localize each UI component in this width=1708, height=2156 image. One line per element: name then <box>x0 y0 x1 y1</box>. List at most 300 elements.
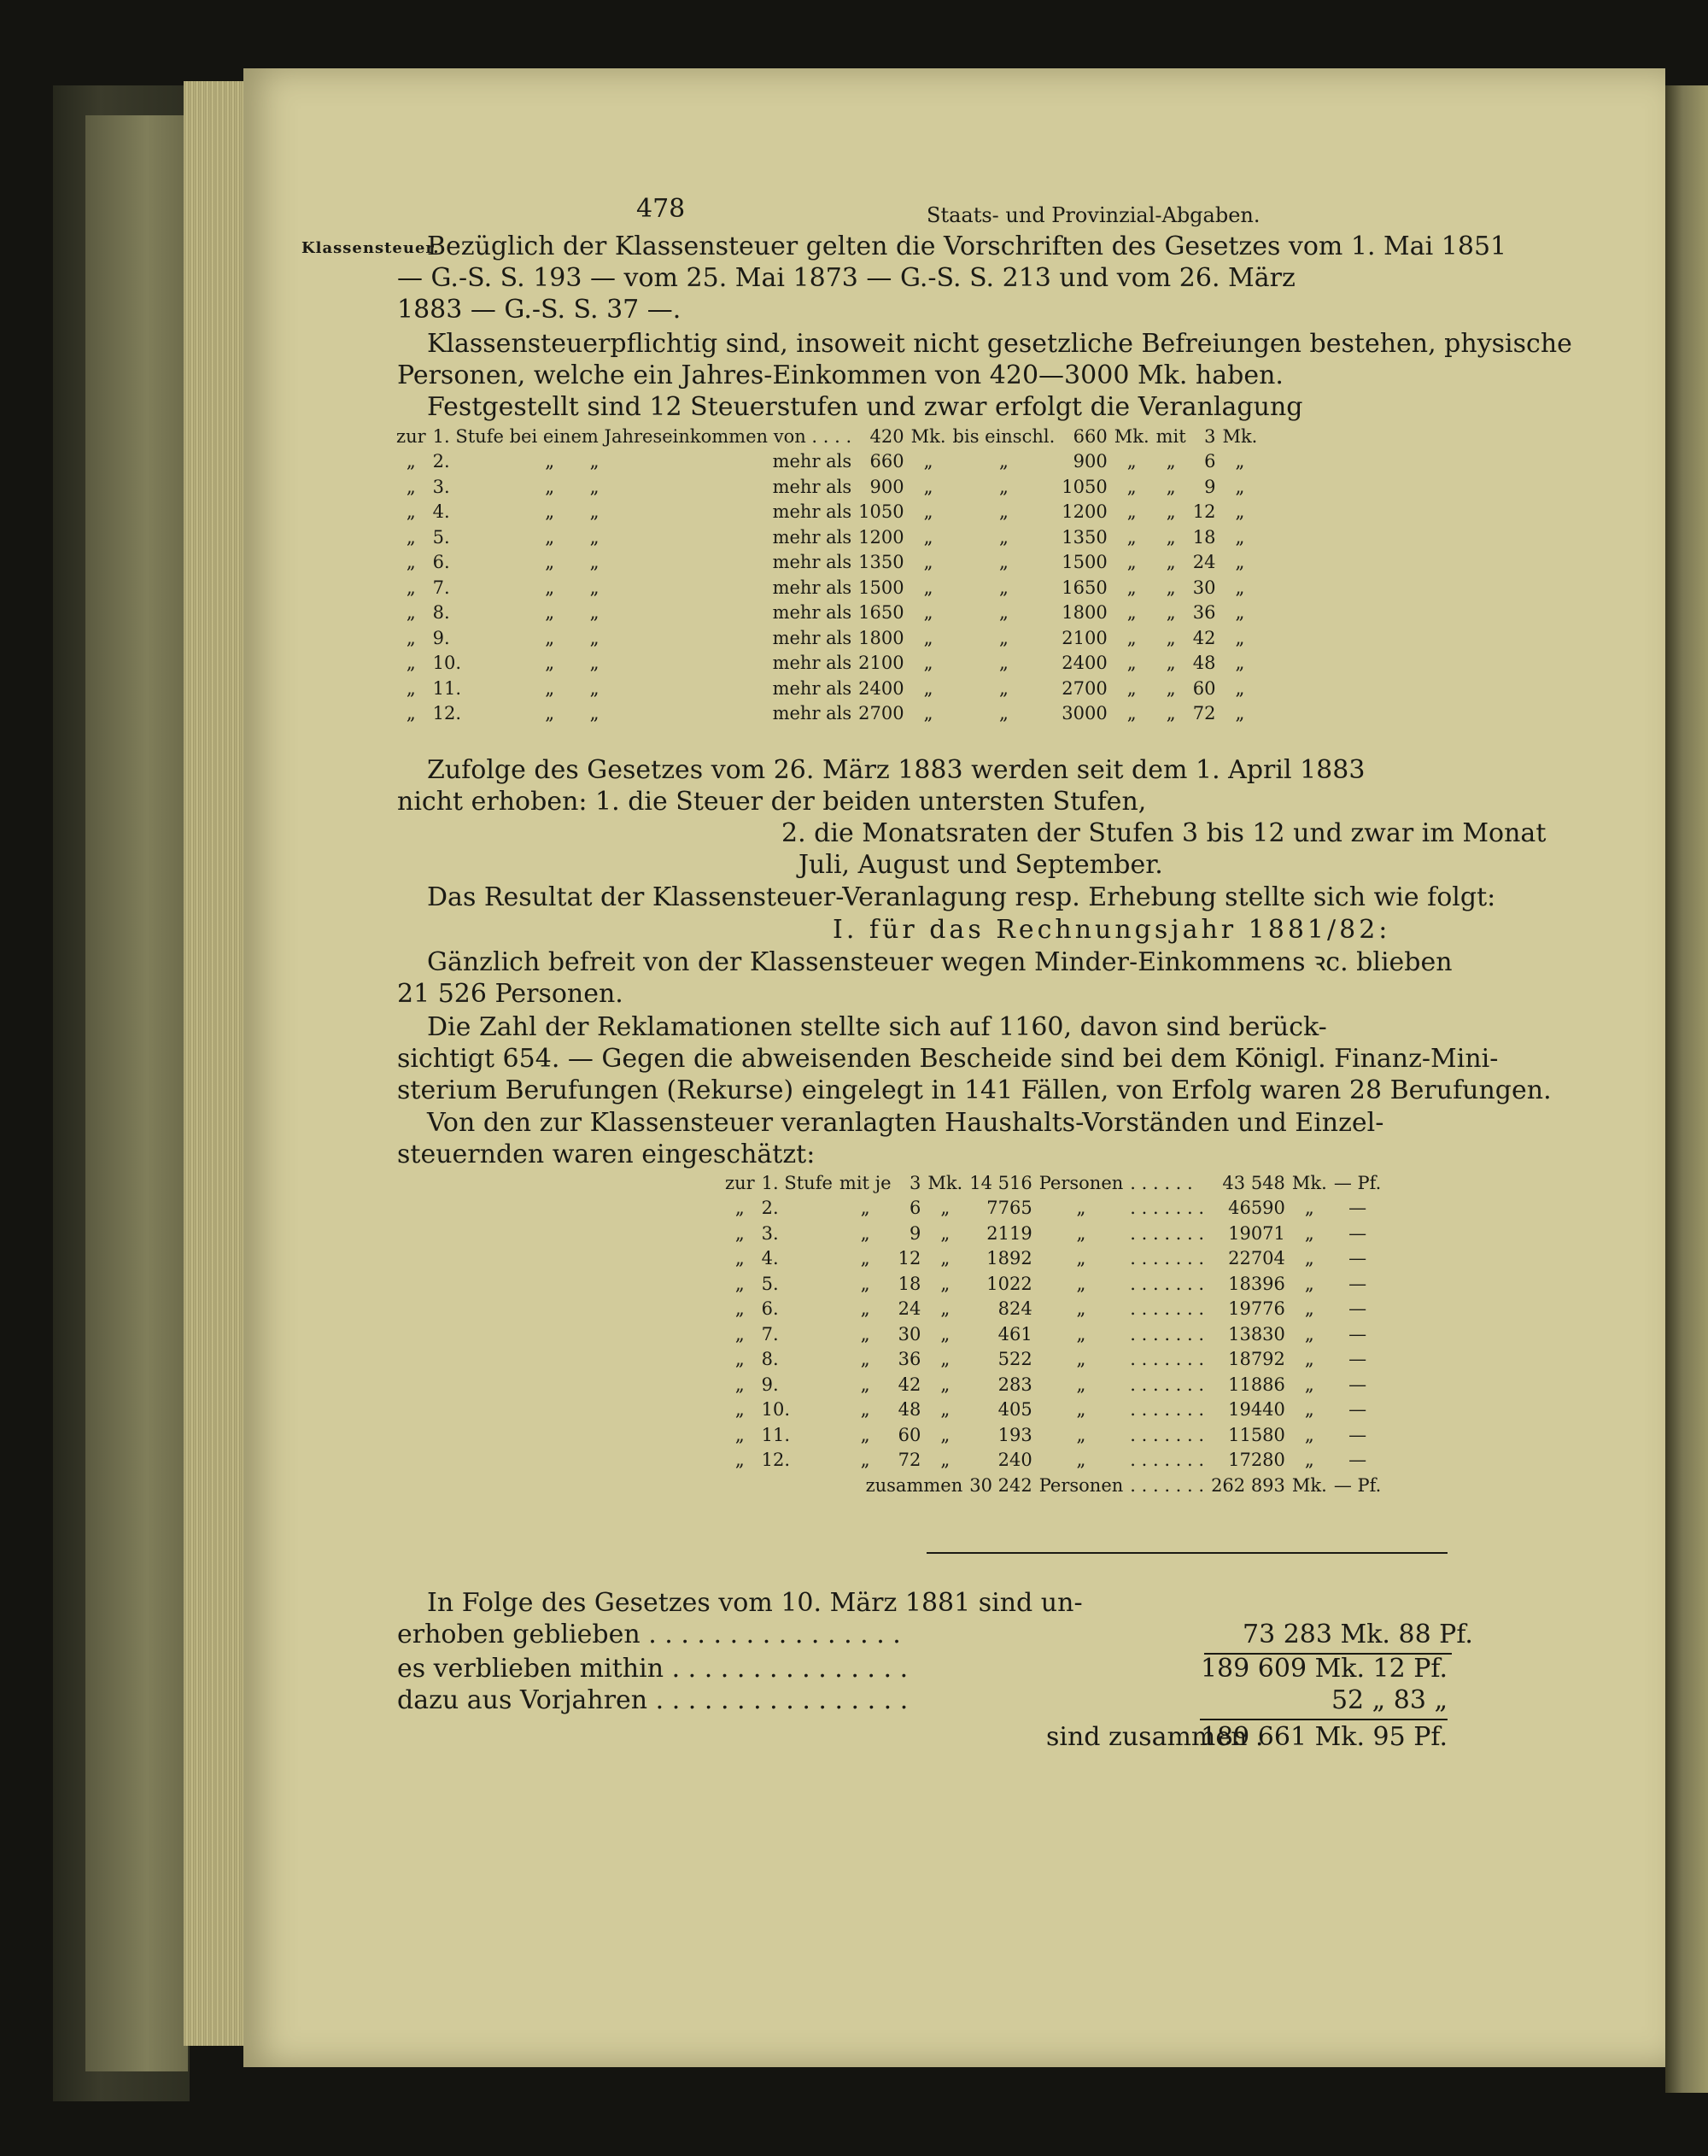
ditto-mark: „ <box>998 501 1009 523</box>
sum-value: 11580 <box>1228 1424 1285 1445</box>
assessment-row <box>722 1422 1384 1448</box>
ditto-mark: „ <box>406 703 416 724</box>
ditto-mark: „ <box>406 476 416 497</box>
ditto-mark: „ <box>940 1424 951 1445</box>
mehr-als-label: mehr als <box>772 627 852 648</box>
mit-label: mit <box>1155 425 1186 447</box>
ditto-mark: „ <box>1166 451 1176 472</box>
ditto-mark: „ <box>545 501 555 523</box>
person-count: 14 516 <box>969 1172 1032 1193</box>
ditto-mark: „ <box>1304 1450 1314 1471</box>
stufe-number: 2. <box>761 1198 779 1219</box>
ditto-mark: „ <box>406 501 416 523</box>
ditto-mark: „ <box>940 1374 951 1395</box>
rate-value: 72 <box>898 1450 921 1471</box>
ditto-mark: „ <box>1304 1222 1314 1244</box>
leader-dots: . . . . . . . <box>1130 1349 1205 1370</box>
ditto-mark: „ <box>923 501 933 523</box>
ditto-mark: „ <box>1126 677 1137 699</box>
pf-value: — Pf. <box>1333 1172 1382 1193</box>
leader-dots: . . . . . . . <box>1130 1474 1205 1496</box>
ditto-mark: „ <box>1166 577 1176 598</box>
ditto-mark: „ <box>998 627 1009 648</box>
assessment-row <box>722 1448 1384 1473</box>
von-value: 1500 <box>858 577 904 598</box>
bis-value: 1500 <box>1062 552 1108 573</box>
assessment-row <box>722 1372 1384 1397</box>
ditto-mark: „ <box>589 501 600 523</box>
sum-value: 46590 <box>1228 1198 1285 1219</box>
ditto-mark: „ <box>1076 1399 1086 1421</box>
leader-dots: . . . . . . . <box>1130 1450 1205 1471</box>
stufe-number: 6. <box>761 1298 779 1320</box>
assessment-row <box>722 1196 1384 1222</box>
stufe-number: 5. <box>432 526 450 548</box>
bis-value: 1350 <box>1062 526 1108 548</box>
zufolge-line-3: 2. die Monatsraten der Stufen 3 bis 12 und zwar im Monat <box>781 818 1547 848</box>
leader-dots: . . . . . . . <box>1130 1273 1205 1294</box>
ditto-mark: „ <box>998 653 1009 674</box>
ditto-mark: „ <box>545 476 555 497</box>
ditto-mark: „ <box>589 577 600 598</box>
von-value: 1200 <box>858 526 904 548</box>
ditto-mark: „ <box>589 653 600 674</box>
assessment-row <box>722 1347 1384 1373</box>
intro-line-2: — G.-S. S. 193 — vom 25. Mai 1873 — G.-S. S. 213 und vom 26. März <box>397 263 1296 293</box>
ditto-mark: „ <box>998 677 1009 699</box>
rate-value: 30 <box>898 1323 921 1345</box>
intro-line-3: 1883 — G.-S. S. 37 —. <box>397 295 681 325</box>
ditto-mark: „ <box>545 577 555 598</box>
ditto-mark: „ <box>1166 476 1176 497</box>
ditto-mark: „ <box>923 552 933 573</box>
ditto-mark: „ <box>1235 627 1245 648</box>
mit-value: 24 <box>1192 552 1216 573</box>
ditto-mark: „ <box>1235 501 1245 523</box>
mehr-als-label: mehr als <box>772 577 852 598</box>
stufe-number: 9. <box>761 1374 779 1395</box>
ditto-mark: „ <box>923 602 933 624</box>
ditto-mark: „ <box>940 1298 951 1320</box>
von-value: 660 <box>869 451 904 472</box>
sum-value: 18396 <box>1228 1273 1285 1294</box>
personen-label: Personen <box>1038 1474 1124 1496</box>
ditto-mark: „ <box>1076 1198 1086 1219</box>
para2-line-2: Personen, welche ein Jahres-Einkommen von 420—3000 Mk. haben. <box>397 360 1284 390</box>
ditto-mark: „ <box>734 1424 745 1445</box>
ditto-mark: „ <box>923 451 933 472</box>
ditto-mark: „ <box>923 703 933 724</box>
ditto-mark: „ <box>734 1399 745 1421</box>
leader-dots: . . . . . . . <box>1130 1222 1205 1244</box>
stufe-number: 9. <box>432 627 450 648</box>
ditto-mark: „ <box>1126 653 1137 674</box>
ditto-mark: „ <box>998 451 1009 472</box>
ditto-mark: „ <box>1076 1450 1086 1471</box>
assessment-row <box>722 1321 1384 1347</box>
pf-value: — <box>1348 1273 1367 1294</box>
ditto-mark: „ <box>545 552 555 573</box>
ditto-mark: „ <box>1304 1323 1314 1345</box>
ditto-mark: „ <box>406 677 416 699</box>
mk-unit: Mk. <box>1291 1474 1327 1496</box>
pf-value: — <box>1348 1349 1367 1370</box>
verblieben-value: 189 609 Mk. 12 Pf. <box>1200 1654 1448 1684</box>
bis-value: 1800 <box>1062 602 1108 624</box>
ditto-mark: „ <box>1166 501 1176 523</box>
pf-value: — <box>1348 1248 1367 1269</box>
ditto-mark: „ <box>860 1450 870 1471</box>
bis-value: 1050 <box>1062 476 1108 497</box>
mk-unit: Mk. <box>1114 425 1149 447</box>
intro-line-1: Bezüglich der Klassensteuer gelten die Vorschriften des Gesetzes vom 1. Mai 1851 <box>427 231 1507 261</box>
person-count: 193 <box>997 1424 1032 1445</box>
ditto-mark: „ <box>406 627 416 648</box>
ditto-mark: „ <box>1076 1424 1086 1445</box>
ditto-mark: „ <box>1235 476 1245 497</box>
ditto-mark: „ <box>589 677 600 699</box>
ditto-mark: „ <box>734 1273 745 1294</box>
total-pf: — Pf. <box>1333 1474 1382 1496</box>
ditto-mark: „ <box>998 602 1009 624</box>
ditto-mark: „ <box>589 552 600 573</box>
ditto-mark: „ <box>1076 1298 1086 1320</box>
ditto-mark: „ <box>923 677 933 699</box>
stufe-number: 8. <box>761 1349 779 1370</box>
steuerstufe-row <box>393 625 1261 651</box>
ditto-mark: „ <box>1166 602 1176 624</box>
ditto-mark: „ <box>860 1374 870 1395</box>
ditto-mark: „ <box>1304 1198 1314 1219</box>
ditto-mark: „ <box>545 677 555 699</box>
sum-value: 19071 <box>1228 1222 1285 1244</box>
person-count: 2119 <box>986 1222 1032 1244</box>
ditto-mark: „ <box>1126 501 1137 523</box>
von-value: 2100 <box>858 653 904 674</box>
steuerstufen-table <box>393 424 1261 726</box>
ditto-mark: „ <box>734 1222 745 1244</box>
mk-unit: Mk. <box>910 425 946 447</box>
ditto-mark: „ <box>734 1323 745 1345</box>
mk-unit: Mk. <box>1222 425 1258 447</box>
bis-value: 2400 <box>1062 653 1108 674</box>
sum-value: 17280 <box>1228 1450 1285 1471</box>
ditto-mark: „ <box>1126 602 1137 624</box>
von-den-line-1: Von den zur Klassensteuer veranlagten Haushalts-Vorständen und Einzel- <box>427 1108 1384 1138</box>
ditto-mark: „ <box>1304 1424 1314 1445</box>
reklamationen-line-3: sterium Berufungen (Rekurse) eingelegt in 141 Fällen, von Erfolg waren 28 Berufungen. <box>397 1075 1552 1105</box>
assessment-row <box>722 1170 1384 1196</box>
zufolge-line-4: Juli, August und September. <box>798 850 1163 880</box>
mehr-als-label: mehr als <box>772 653 852 674</box>
steuerstufe-row <box>393 424 1261 449</box>
rate-value: 24 <box>898 1298 921 1320</box>
mehr-als-label: mehr als <box>772 602 852 624</box>
reklamationen-line-2: sichtigt 654. — Gegen die abweisenden Bescheide sind bei dem Königl. Finanz-Mini- <box>397 1044 1499 1074</box>
pf-value: — <box>1348 1450 1367 1471</box>
bis-value: 1200 <box>1062 501 1108 523</box>
befreit-line-2: 21 526 Personen. <box>397 979 623 1009</box>
ditto-mark: „ <box>940 1222 951 1244</box>
resultat-line: Das Resultat der Klassensteuer-Veranlagung resp. Erhebung stellte sich wie folgt: <box>427 882 1496 912</box>
stufe-number: 3. <box>761 1222 779 1244</box>
ditto-mark: „ <box>1235 552 1245 573</box>
ditto-mark: „ <box>1076 1374 1086 1395</box>
pf-value: — <box>1348 1298 1367 1320</box>
ditto-mark: „ <box>923 476 933 497</box>
von-value: 1350 <box>858 552 904 573</box>
stufe-number: 2. <box>432 451 450 472</box>
stufe-number: 3. <box>432 476 450 497</box>
leader-dots: . . . . . . . <box>1130 1198 1205 1219</box>
ditto-mark: „ <box>1126 627 1137 648</box>
margin-note: Klassensteuer. <box>301 239 440 257</box>
stufe-number: 11. <box>761 1424 791 1445</box>
unerhoben-value: 73 283 Mk. 88 Pf. <box>1243 1620 1473 1649</box>
pf-value: — <box>1348 1222 1367 1244</box>
mit-value: 18 <box>1192 526 1216 548</box>
ditto-mark: „ <box>1126 552 1137 573</box>
rate-value: 42 <box>898 1374 921 1395</box>
leader-dots: . . . . . . . <box>1130 1374 1205 1395</box>
ditto-mark: „ <box>545 526 555 548</box>
mit-value: 12 <box>1192 501 1216 523</box>
vorjahren-value: 52 „ 83 „ <box>1331 1685 1448 1715</box>
ditto-mark: „ <box>923 653 933 674</box>
zusammen-label: zusammen <box>865 1474 963 1496</box>
pf-value: — <box>1348 1374 1367 1395</box>
ditto-mark: „ <box>1166 552 1176 573</box>
total-rule <box>1200 1719 1448 1720</box>
total-person-count: 30 242 <box>969 1474 1032 1496</box>
leader-dots: . . . . . . . <box>1130 1323 1205 1345</box>
ditto-mark: „ <box>1166 653 1176 674</box>
zur-label: zur <box>396 425 426 447</box>
ditto-mark: „ <box>860 1273 870 1294</box>
assessment-row <box>722 1297 1384 1322</box>
von-den-line-2: steuernden waren eingeschätzt: <box>397 1140 816 1169</box>
von-value: 2400 <box>858 677 904 699</box>
mehr-als-label: mehr als <box>772 526 852 548</box>
reklamationen-line-1: Die Zahl der Reklamationen stellte sich auf 1160, davon sind berück- <box>427 1012 1327 1042</box>
rate-value: 18 <box>898 1273 921 1294</box>
von-value: 1650 <box>858 602 904 624</box>
leader-dots: . . . . . . . <box>1130 1248 1205 1269</box>
ditto-mark: „ <box>1304 1399 1314 1421</box>
mehr-als-label: mehr als <box>772 451 852 472</box>
ditto-mark: „ <box>1304 1374 1314 1395</box>
steuerstufe-row <box>393 524 1261 550</box>
steuerstufe-row <box>393 601 1261 626</box>
stufe-number: 5. <box>761 1273 779 1294</box>
von-value: 1800 <box>858 627 904 648</box>
mehr-als-label: mehr als <box>772 703 852 724</box>
rate-value: 3 <box>909 1172 921 1193</box>
ditto-mark: „ <box>860 1399 870 1421</box>
mit-value: 48 <box>1192 653 1216 674</box>
ditto-mark: „ <box>1166 703 1176 724</box>
stufe-number: 10. <box>432 653 462 674</box>
sum-rule <box>927 1552 1448 1554</box>
ditto-mark: „ <box>589 627 600 648</box>
von-value: 1050 <box>858 501 904 523</box>
ditto-mark: „ <box>1166 526 1176 548</box>
bis-value: 2700 <box>1062 677 1108 699</box>
bis-label: bis einschl. <box>952 425 1056 447</box>
ditto-mark: „ <box>1166 627 1176 648</box>
sum-value: 22704 <box>1228 1248 1285 1269</box>
mit-value: 9 <box>1204 476 1216 497</box>
ditto-mark: „ <box>1076 1323 1086 1345</box>
ditto-mark: „ <box>406 526 416 548</box>
ditto-mark: „ <box>1235 577 1245 598</box>
ditto-mark: „ <box>923 526 933 548</box>
person-count: 1022 <box>986 1273 1032 1294</box>
personen-label: Personen <box>1038 1172 1124 1193</box>
ditto-mark: „ <box>1304 1349 1314 1370</box>
stufe-number: 7. <box>432 577 450 598</box>
ditto-mark: „ <box>734 1298 745 1320</box>
ditto-mark: „ <box>940 1273 951 1294</box>
leader-dots: . . . . . . . <box>1130 1399 1205 1421</box>
von-value: 2700 <box>858 703 904 724</box>
sum-value: 13830 <box>1228 1323 1285 1345</box>
stufe-number: 6. <box>432 552 450 573</box>
ditto-mark: „ <box>923 577 933 598</box>
rate-value: 9 <box>909 1222 921 1244</box>
stufe-number: 12. <box>761 1450 791 1471</box>
zufolge-line-2: nicht erhoben: 1. die Steuer der beiden untersten Stufen, <box>397 787 1147 817</box>
ditto-mark: „ <box>734 1198 745 1219</box>
ditto-mark: „ <box>545 653 555 674</box>
sum-value: 18792 <box>1228 1349 1285 1370</box>
ditto-mark: „ <box>1126 703 1137 724</box>
sum-value: 19776 <box>1228 1298 1285 1320</box>
ditto-mark: „ <box>940 1198 951 1219</box>
ditto-mark: „ <box>860 1424 870 1445</box>
ditto-mark: „ <box>940 1248 951 1269</box>
mk-unit: Mk. <box>927 1172 963 1193</box>
person-count: 405 <box>997 1399 1032 1421</box>
ditto-mark: „ <box>998 703 1009 724</box>
stufe-number: 10. <box>761 1399 791 1421</box>
ditto-mark: „ <box>589 526 600 548</box>
von-value: 420 <box>869 425 904 447</box>
ditto-mark: „ <box>998 552 1009 573</box>
ditto-mark: „ <box>1235 526 1245 548</box>
steuerstufe-row <box>393 701 1261 727</box>
bis-value: 2100 <box>1062 627 1108 648</box>
ditto-mark: „ <box>1076 1273 1086 1294</box>
ditto-mark: „ <box>1235 653 1245 674</box>
leader-dots: . . . . . . . <box>1130 1298 1205 1320</box>
ditto-mark: „ <box>1304 1248 1314 1269</box>
assessment-total-row <box>722 1473 1384 1498</box>
ditto-mark: „ <box>1126 476 1137 497</box>
ditto-mark: „ <box>860 1198 870 1219</box>
von-value: 900 <box>869 476 904 497</box>
assessment-row <box>722 1221 1384 1246</box>
running-title: Staats- und Provinzial-Abgaben. <box>927 203 1261 227</box>
leader-dots: . . . . . . . <box>1130 1424 1205 1445</box>
ditto-mark: „ <box>406 602 416 624</box>
bis-value: 1650 <box>1062 577 1108 598</box>
ditto-mark: „ <box>1235 451 1245 472</box>
bis-value: 3000 <box>1062 703 1108 724</box>
person-count: 283 <box>997 1374 1032 1395</box>
rechnungsjahr-heading: I. für das Rechnungsjahr 1881/82: <box>833 915 1391 945</box>
mit-value: 36 <box>1192 602 1216 624</box>
stufe-number: 11. <box>432 677 462 699</box>
rate-value: 48 <box>898 1399 921 1421</box>
steuerstufe-row <box>393 651 1261 677</box>
assessment-row <box>722 1246 1384 1272</box>
zur-label: zur <box>725 1172 755 1193</box>
summary-line-2-label: erhoben geblieben . . . . . . . . . . . . . . . . <box>397 1620 901 1649</box>
stufe-number: 7. <box>761 1323 779 1345</box>
ditto-mark: „ <box>545 451 555 472</box>
mit-value: 72 <box>1192 703 1216 724</box>
stufe-number: 4. <box>432 501 450 523</box>
ditto-mark: „ <box>734 1450 745 1471</box>
mehr-als-label: mehr als <box>772 501 852 523</box>
rate-value: 6 <box>909 1198 921 1219</box>
ditto-mark: „ <box>998 526 1009 548</box>
steuerstufe-row <box>393 500 1261 525</box>
sum-value: 19440 <box>1228 1399 1285 1421</box>
mit-je-label: mit je <box>839 1172 892 1193</box>
person-count: 7765 <box>986 1198 1032 1219</box>
summary-line-3-label: es verblieben mithin . . . . . . . . . . . . . . . <box>397 1654 909 1684</box>
sum-value: 11886 <box>1228 1374 1285 1395</box>
facing-page-edge <box>1665 85 1708 2093</box>
para2-line-1: Klassensteuerpflichtig sind, insoweit nicht gesetzliche Befreiungen bestehen, physische <box>427 329 1572 359</box>
ditto-mark: „ <box>1126 577 1137 598</box>
sum-value: 43 548 <box>1222 1172 1285 1193</box>
stufe-number: 8. <box>432 602 450 624</box>
ditto-mark: „ <box>940 1323 951 1345</box>
assessment-row <box>722 1271 1384 1297</box>
ditto-mark: „ <box>406 451 416 472</box>
mit-value: 6 <box>1204 451 1216 472</box>
ditto-mark: „ <box>860 1248 870 1269</box>
person-count: 824 <box>997 1298 1032 1320</box>
ditto-mark: „ <box>1235 602 1245 624</box>
ditto-mark: „ <box>734 1349 745 1370</box>
leader-dots: . . . . . . <box>1130 1172 1193 1193</box>
ditto-mark: „ <box>406 577 416 598</box>
ditto-mark: „ <box>734 1248 745 1269</box>
ditto-mark: „ <box>545 703 555 724</box>
mehr-als-label: mehr als <box>772 552 852 573</box>
mit-value: 60 <box>1192 677 1216 699</box>
summary-line-1: In Folge des Gesetzes vom 10. März 1881 sind un- <box>427 1588 1083 1618</box>
ditto-mark: „ <box>1076 1349 1086 1370</box>
ditto-mark: „ <box>1235 677 1245 699</box>
ditto-mark: „ <box>940 1349 951 1370</box>
rate-value: 60 <box>898 1424 921 1445</box>
rate-value: 12 <box>898 1248 921 1269</box>
ditto-mark: „ <box>1076 1248 1086 1269</box>
ditto-mark: „ <box>1304 1298 1314 1320</box>
ditto-mark: „ <box>860 1349 870 1370</box>
ditto-mark: „ <box>923 627 933 648</box>
ditto-mark: „ <box>589 602 600 624</box>
stufe-text: 1. Stufe bei einem Jahreseinkommen von . . . . <box>432 425 852 447</box>
assessment-table <box>722 1170 1384 1498</box>
summary-line-5-label: sind zusammen . <box>1046 1722 1264 1752</box>
mit-value: 30 <box>1192 577 1216 598</box>
